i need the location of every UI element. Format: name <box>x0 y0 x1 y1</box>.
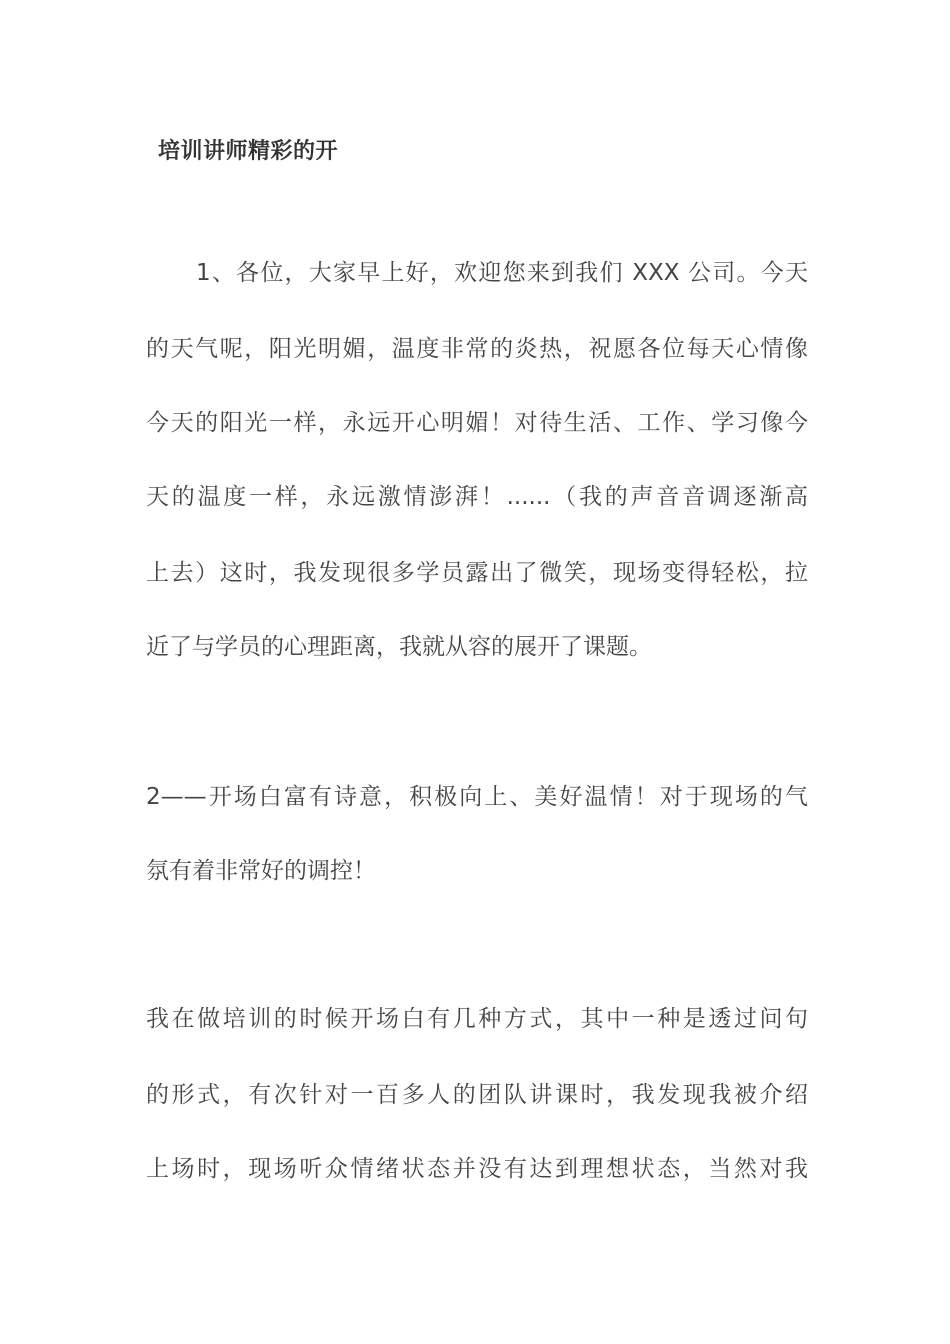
paragraph-1-line-5: 上去）这时，我发现很多学员露出了微笑，现场变得轻松，拉 <box>146 560 808 586</box>
paragraph-1-line-2: 的天气呢，阳光明媚，温度非常的炎热，祝愿各位每天心情像 <box>146 336 808 362</box>
paragraph-2-line-1: 2——开场白富有诗意，积极向上、美好温情！对于现场的气 <box>146 784 808 810</box>
document-title: 培训讲师精彩的开 <box>158 139 339 164</box>
paragraph-1-line-1: 1、各位，大家早上好，欢迎您来到我们 XXX 公司。今天 <box>196 260 808 286</box>
paragraph-1-line-6: 近了与学员的心理距离，我就从容的展开了课题。 <box>146 634 652 660</box>
paragraph-3-line-1: 我在做培训的时候开场白有几种方式，其中一种是透过问句 <box>146 1006 808 1032</box>
paragraph-3-line-2: 的形式，有次针对一百多人的团队讲课时，我发现我被介绍 <box>146 1082 808 1108</box>
paragraph-1-line-4: 天的温度一样，永远激情澎湃！......（我的声音音调逐渐高 <box>146 484 808 510</box>
paragraph-3-line-3: 上场时，现场听众情绪状态并没有达到理想状态，当然对我 <box>146 1156 808 1182</box>
paragraph-2-line-2: 氛有着非常好的调控！ <box>146 858 376 884</box>
paragraph-1-line-3: 今天的阳光一样，永远开心明媚！对待生活、工作、学习像今 <box>146 410 808 436</box>
